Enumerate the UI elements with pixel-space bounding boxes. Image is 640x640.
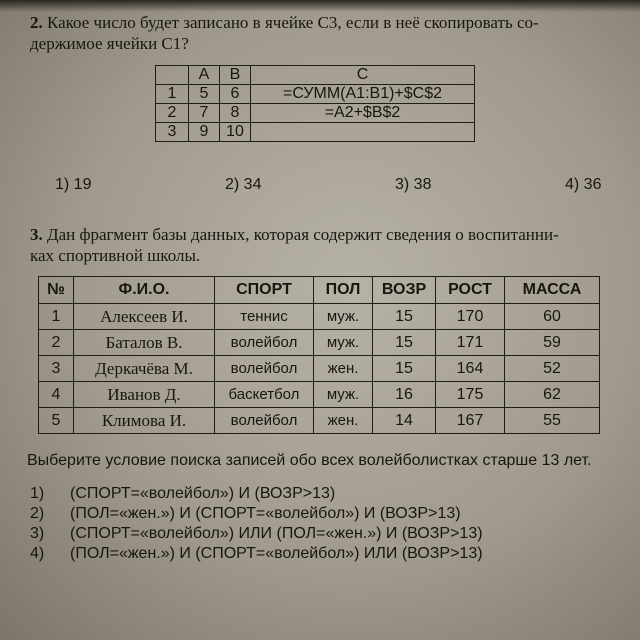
cell-number: 1 bbox=[39, 304, 74, 330]
option-number: 3) bbox=[30, 525, 45, 542]
option-text: (СПОРТ=«волейбол») И (ВОЗР>13) bbox=[70, 485, 336, 502]
question-2-line-2: держимое ячейки С1? bbox=[30, 34, 189, 53]
cell-age: 15 bbox=[373, 304, 436, 330]
cell-weight: 52 bbox=[505, 356, 600, 382]
header-sport: СПОРТ bbox=[215, 277, 314, 304]
table-row bbox=[39, 304, 600, 330]
cell-age: 14 bbox=[373, 408, 436, 434]
option-number: 2) bbox=[30, 505, 45, 522]
cell-c2: =A2+$B$2 bbox=[251, 104, 475, 123]
spreadsheet-row bbox=[156, 85, 475, 104]
cell-sport: волейбол bbox=[215, 356, 314, 382]
cell-gender: жен. bbox=[314, 408, 373, 434]
table-row bbox=[39, 330, 600, 356]
cell-gender: муж. bbox=[314, 382, 373, 408]
option-number: 1) bbox=[30, 485, 45, 502]
question-3-options bbox=[30, 484, 620, 564]
search-condition-prompt: Выберите условие поиска записей обо всех волейболистках старше 13 лет. bbox=[27, 452, 592, 469]
database-header-row bbox=[39, 277, 600, 304]
answer-option: 3) 38 bbox=[395, 176, 432, 193]
question-2-number: 2. bbox=[30, 13, 43, 32]
cell-weight: 60 bbox=[505, 304, 600, 330]
cell-sport: волейбол bbox=[215, 408, 314, 434]
cell-c1: =СУММ(A1:B1)+$C$2 bbox=[251, 85, 475, 104]
cell-sport: баскетбол bbox=[215, 382, 314, 408]
cell-fio: Иванов Д. bbox=[74, 382, 215, 408]
cell-age: 15 bbox=[373, 330, 436, 356]
table-row bbox=[39, 408, 600, 434]
cell-a1: 5 bbox=[189, 85, 220, 104]
cell-weight: 62 bbox=[505, 382, 600, 408]
question-3-line-1 bbox=[30, 224, 628, 245]
cell-gender: жен. bbox=[314, 356, 373, 382]
cell-height: 171 bbox=[436, 330, 505, 356]
question-2 bbox=[30, 12, 622, 54]
column-header-b: B bbox=[220, 66, 251, 85]
cell-gender: муж. bbox=[314, 330, 373, 356]
table-row bbox=[39, 382, 600, 408]
cell-age: 15 bbox=[373, 356, 436, 382]
cell-number: 3 bbox=[39, 356, 74, 382]
cell-height: 175 bbox=[436, 382, 505, 408]
question-3-line-2: ках спортивной школы. bbox=[30, 246, 201, 265]
question-3-text: Дан фрагмент базы данных, которая содержит сведения о воспитанни- bbox=[47, 225, 559, 244]
header-number: № bbox=[39, 277, 74, 304]
column-header-c: C bbox=[251, 66, 475, 85]
header-weight: МАССА bbox=[505, 277, 600, 304]
cell-height: 167 bbox=[436, 408, 505, 434]
row-header: 2 bbox=[156, 104, 189, 123]
spreadsheet-table bbox=[155, 65, 475, 142]
answer-option: 4) 36 bbox=[565, 176, 602, 193]
cell-height: 170 bbox=[436, 304, 505, 330]
cell-a2: 7 bbox=[189, 104, 220, 123]
spreadsheet-row bbox=[156, 104, 475, 123]
row-header: 3 bbox=[156, 123, 189, 142]
header-gender: ПОЛ bbox=[314, 277, 373, 304]
cell-c3 bbox=[251, 123, 475, 142]
cell-height: 164 bbox=[436, 356, 505, 382]
cell-sport: волейбол bbox=[215, 330, 314, 356]
spreadsheet-row bbox=[156, 123, 475, 142]
cell-number: 2 bbox=[39, 330, 74, 356]
question-3 bbox=[30, 224, 628, 266]
cell-weight: 55 bbox=[505, 408, 600, 434]
option-2 bbox=[30, 504, 620, 524]
cell-fio: Баталов В. bbox=[74, 330, 215, 356]
cell-number: 5 bbox=[39, 408, 74, 434]
cell-b1: 6 bbox=[220, 85, 251, 104]
option-number: 4) bbox=[30, 545, 45, 562]
option-4 bbox=[30, 544, 620, 564]
cell-number: 4 bbox=[39, 382, 74, 408]
cell-weight: 59 bbox=[505, 330, 600, 356]
cell-gender: муж. bbox=[314, 304, 373, 330]
table-row bbox=[39, 356, 600, 382]
header-height: РОСТ bbox=[436, 277, 505, 304]
option-1 bbox=[30, 484, 620, 504]
header-fio: Ф.И.О. bbox=[74, 277, 215, 304]
spreadsheet-header-row bbox=[156, 66, 475, 85]
column-header-a: A bbox=[189, 66, 220, 85]
cell-sport: теннис bbox=[215, 304, 314, 330]
cell-a3: 9 bbox=[189, 123, 220, 142]
option-3 bbox=[30, 524, 620, 544]
question-2-text: Какое число будет записано в ячейке С3, если в неё скопировать со- bbox=[47, 13, 539, 32]
database-table bbox=[38, 276, 600, 434]
question-2-line-1 bbox=[30, 12, 622, 33]
page-edge-shadow bbox=[0, 0, 640, 12]
cell-fio: Деркачёва М. bbox=[74, 356, 215, 382]
option-text: (СПОРТ=«волейбол») ИЛИ (ПОЛ=«жен.») И (ВОЗР>13) bbox=[70, 525, 483, 542]
option-text: (ПОЛ=«жен.») И (СПОРТ=«волейбол») ИЛИ (ВОЗР>13) bbox=[70, 545, 483, 562]
cell-age: 16 bbox=[373, 382, 436, 408]
header-age: ВОЗР bbox=[373, 277, 436, 304]
row-header: 1 bbox=[156, 85, 189, 104]
spreadsheet-corner bbox=[156, 66, 189, 85]
answer-option: 1) 19 bbox=[55, 176, 92, 193]
option-text: (ПОЛ=«жен.») И (СПОРТ=«волейбол») И (ВОЗР>13) bbox=[70, 505, 461, 522]
cell-b3: 10 bbox=[220, 123, 251, 142]
cell-fio: Алексеев И. bbox=[74, 304, 215, 330]
answer-option: 2) 34 bbox=[225, 176, 262, 193]
question-3-number: 3. bbox=[30, 225, 43, 244]
cell-fio: Климова И. bbox=[74, 408, 215, 434]
cell-b2: 8 bbox=[220, 104, 251, 123]
